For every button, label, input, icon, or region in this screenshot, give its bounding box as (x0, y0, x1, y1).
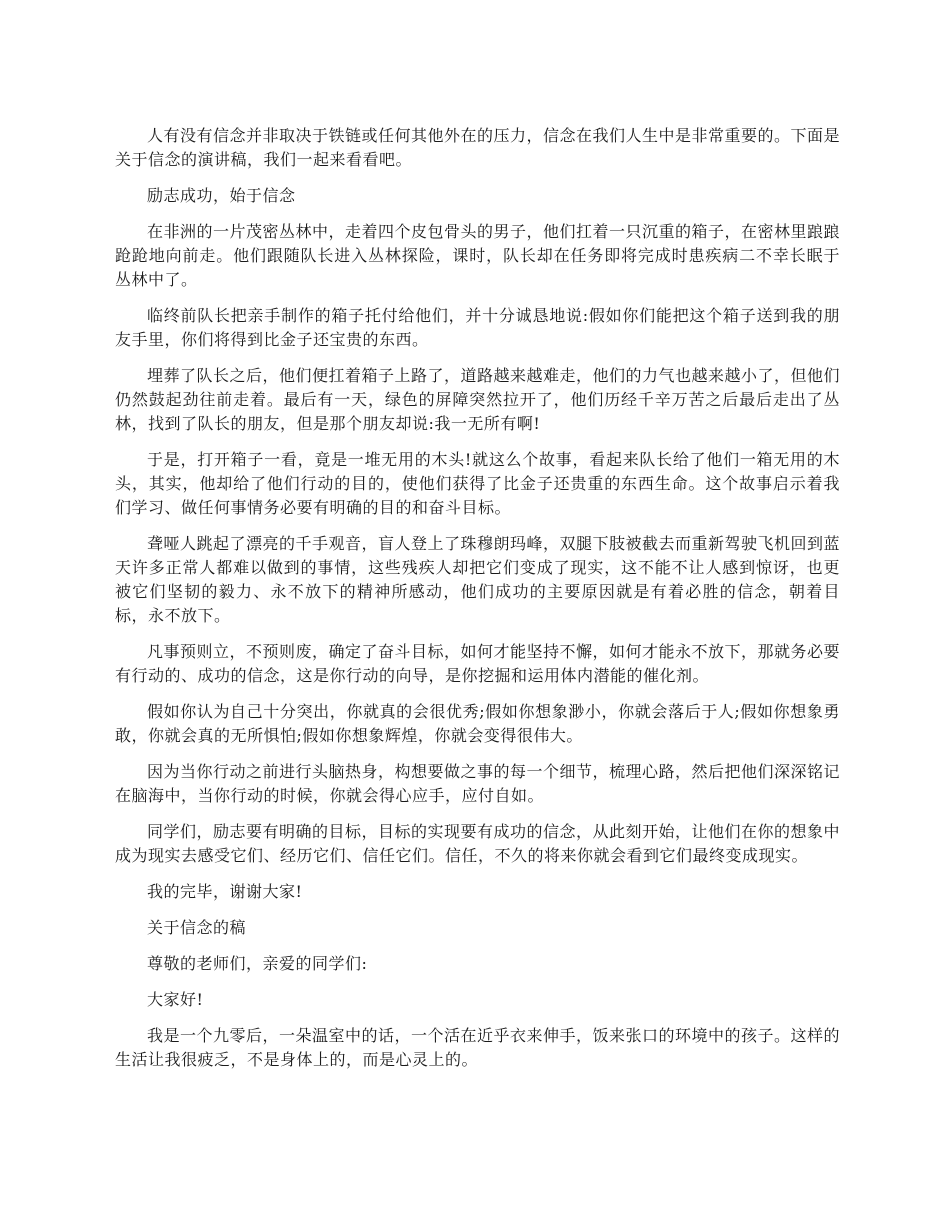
salutation: 尊敬的老师们，亲爱的同学们: (147, 954, 368, 973)
document-body (115, 124, 840, 1084)
body-paragraph: 我是一个九零后，一朵温室中的话，一个活在近乎衣来伸手，饭来张口的环境中的孩子。这样的生活让我很疲乏，不是身体上的，而是心灵上的。 (115, 1026, 841, 1069)
section-heading: 关于信念的稿 (147, 918, 247, 937)
closing-line: 我的完毕，谢谢大家! (147, 882, 303, 901)
body-paragraph: 假如你认为自己十分突出，你就真的会很优秀;假如你想象渺小，你就会落后于人;假如你想象勇敢，你就会真的无所惧怕;假如你想象辉煌，你就会变得很伟大。 (115, 702, 840, 745)
body-paragraph: 埋葬了队长之后，他们便扛着箱子上路了，道路越来越难走，他们的力气也越来越小了，但他们仍然鼓起劲往前走着。最后有一天，绿色的屏障突然拉开了，他们历经千辛万苦之后最后走出了丛林，找到了队长的朋友，但是那个朋友却说:我一无所有啊! (115, 366, 841, 433)
intro-paragraph: 人有没有信念并非取决于铁链或任何其他外在的压力，信念在我们人生中是非常重要的。下面是关于信念的演讲稿，我们一起来看看吧。 (115, 126, 841, 169)
section-heading: 励志成功，始于信念 (147, 186, 296, 205)
body-paragraph: 在非洲的一片茂密丛林中，走着四个皮包骨头的男子，他们扛着一只沉重的箱子，在密林里踉踉跄跄地向前走。他们跟随队长进入丛林探险，课时，队长却在任务即将完成时患疾病二不幸长眠于丛林中了。 (115, 222, 841, 289)
body-paragraph: 于是，打开箱子一看，竟是一堆无用的木头!就这么个故事，看起来队长给了他们一箱无用的木头，其实，他却给了他们行动的目的，使他们获得了比金子还贵重的东西生命。这个故事启示着我们学习、做任何事情务必要有明确的目的和奋斗目标。 (115, 450, 840, 517)
body-paragraph: 同学们，励志要有明确的目标，目标的实现要有成功的信念，从此刻开始，让他们在你的想象中成为现实去感受它们、经历它们、信任它们。信任，不久的将来你就会看到它们最终变成现实。 (115, 822, 841, 865)
body-paragraph: 因为当你行动之前进行头脑热身，构想要做之事的每一个细节，梳理心路，然后把他们深深铭记在脑海中，当你行动的时候，你就会得心应手，应付自如。 (115, 762, 841, 805)
body-paragraph: 临终前队长把亲手制作的箱子托付给他们，并十分诚恳地说:假如你们能把这个箱子送到我的朋友手里，你们将得到比金子还宝贵的东西。 (115, 306, 840, 349)
greeting: 大家好! (147, 990, 204, 1009)
body-paragraph: 凡事预则立，不预则废，确定了奋斗目标，如何才能坚持不懈，如何才能永不放下，那就务必要有行动的、成功的信念，这是你行动的向导，是你挖掘和运用体内潜能的催化剂。 (115, 642, 841, 685)
body-paragraph: 聋哑人跳起了漂亮的千手观音，盲人登上了珠穆朗玛峰，双腿下肢被截去而重新驾驶飞机回到蓝天许多正常人都难以做到的事情，这些残疾人却把它们变成了现实，这不能不让人感到惊讶，也更被它们坚韧的毅力、永不放下的精神所感动，他们成功的主要原因就是有着必胜的信念，朝着目标，永不放下。 (115, 534, 841, 625)
